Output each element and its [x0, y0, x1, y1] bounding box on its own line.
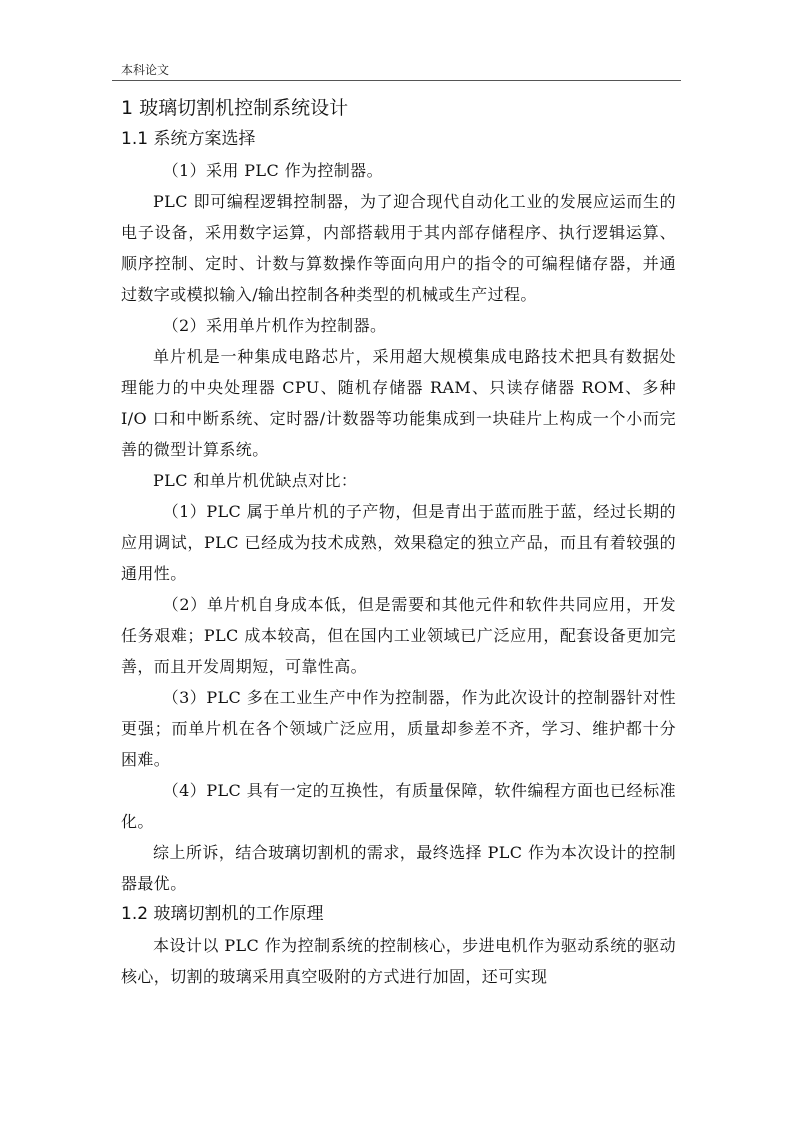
paragraph: （2）采用单片机作为控制器。: [162, 316, 387, 335]
paragraph: （4）PLC 具有一定的互换性，有质量保障，软件编程方面也已经标准化。: [121, 781, 676, 831]
paragraph: PLC 即可编程逻辑控制器，为了迎合现代自动化工业的发展应运而生的电子设备，采用数字运算，内部搭载用于其内部存储程序、执行逻辑运算、顺序控制、定时、计数与算数操作等面向用户的指令的可编程储存器，并通过数字或模拟输入/输出控制各种类型的机械或生产过程。: [121, 192, 676, 304]
paragraph: （1）采用 PLC 作为控制器。: [162, 161, 383, 180]
paragraph: （1）PLC 属于单片机的子产物，但是青出于蓝而胜于蓝，经过长期的应用调试，PLC 已经成为技术成熟，效果稳定的独立产品，而且有着较强的通用性。: [121, 502, 676, 583]
section-title-1-1: 1.1 系统方案选择: [121, 129, 256, 149]
paragraph: PLC 和单片机优缺点对比：: [153, 471, 358, 490]
header-divider: [112, 80, 681, 81]
paragraph: 综上所诉，结合玻璃切割机的需求，最终选择 PLC 作为本次设计的控制器最优。: [121, 843, 676, 893]
paragraph: 单片机是一种集成电路芯片，采用超大规模集成电路技术把具有数据处理能力的中央处理器 CPU、随机存储器 RAM、只读存储器 ROM、多种 I/O 口和中断系统、定时器/计数器等功能集成到一块硅片上构成一个小而完善的微型计算系统。: [121, 347, 676, 459]
paragraph: （3）PLC 多在工业生产中作为控制器，作为此次设计的控制器针对性更强；而单片机在各个领域广泛应用，质量却参差不齐，学习、维护都十分困难。: [121, 688, 676, 769]
section-title-1-2: 1.2 玻璃切割机的工作原理: [121, 904, 324, 924]
page-body: [121, 92, 676, 992]
paragraph: 本设计以 PLC 作为控制系统的控制核心，步进电机作为驱动系统的驱动核心，切割的玻璃采用真空吸附的方式进行加固，还可实现: [121, 936, 676, 986]
chapter-title: 1 玻璃切割机控制系统设计: [121, 97, 349, 119]
running-header: 本科论文: [121, 63, 170, 77]
paragraph: （2）单片机自身成本低，但是需要和其他元件和软件共同应用，开发任务艰难；PLC 成本较高，但在国内工业领域已广泛应用，配套设备更加完善，而且开发周期短，可靠性高。: [121, 595, 676, 676]
